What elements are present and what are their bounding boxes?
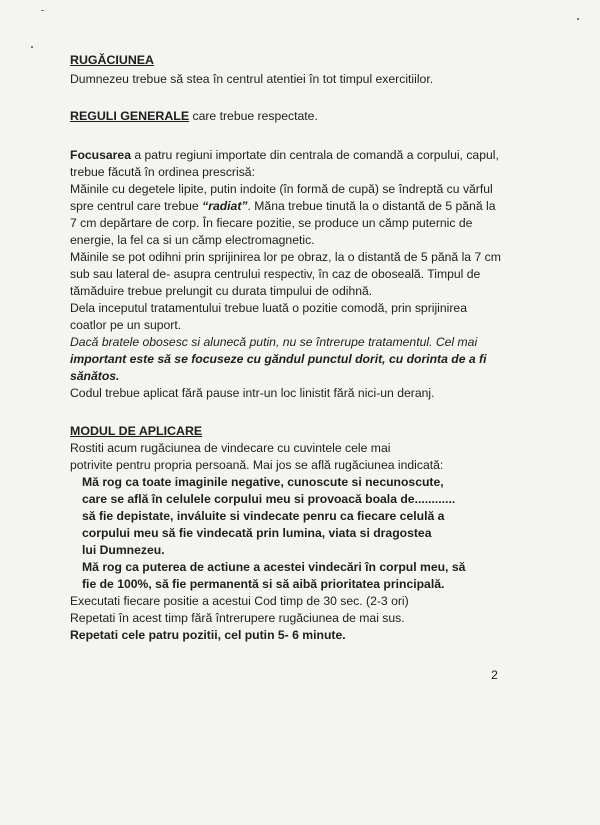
prayer-heading: RUGĂCIUNEA bbox=[70, 53, 154, 67]
focus-line-9: tămăduire trebue prelungit cu durata timpului de odihnă. bbox=[70, 284, 373, 298]
method-heading: MODUL DE APLICARE bbox=[70, 424, 203, 438]
scan-speck bbox=[31, 46, 33, 48]
focus-line-2: trebue făcută în ordinea prescrisă: bbox=[70, 165, 255, 179]
prayer-line-5: lui Dumnezeu. bbox=[82, 543, 165, 557]
rules-line bbox=[70, 108, 318, 124]
method-line-3: Executati fiecare positie a acestui Cod timp de 30 sec. (2-3 ori) bbox=[70, 594, 409, 608]
radiat-emphasis: “radiat” bbox=[202, 199, 248, 213]
focus-line-11: coatlor pe un suport. bbox=[70, 318, 182, 332]
focus-line-3: Măinile cu degetele lipite, putin indoite (în formă de cupă) se îndreptă cu vărful bbox=[70, 182, 493, 196]
method-line-2: potrivite pentru propria persoană. Mai jos se află rugăciunea indicată: bbox=[70, 458, 444, 472]
focus-line-13: important este să se focuseze cu găndul punctul dorit, cu dorinta de a fi bbox=[70, 352, 487, 366]
focus-line-7: Măinile se pot odihni prin sprijinirea lor pe obraz, la o distantă de 5 pănă la 7 cm bbox=[70, 250, 501, 264]
focus-line-10: Dela inceputul tratamentului trebue luată o pozitie comodă, prin sprijinirea bbox=[70, 301, 467, 315]
method-line-4: Repetati în acest timp fără întrerupere rugăciunea de mai sus. bbox=[70, 611, 405, 625]
focus-line-1: Focusarea a patru regiuni importate din centrala de comandă a corpului, capul, bbox=[70, 148, 499, 162]
focus-line-12: Dacă bratele obosesc si alunecă putin, nu se întrerupe tratamentul. Cel mai bbox=[70, 335, 478, 349]
prayer-line-1: Mă rog ca toate imaginile negative, cunoscute si necunoscute, bbox=[82, 475, 444, 489]
scan-speck bbox=[41, 10, 44, 11]
prayer-line-3: să fie depistate, inváluite si vindecate penru ca fiecare celulă a bbox=[82, 509, 445, 523]
rules-heading: REGULI GENERALE bbox=[70, 109, 190, 123]
method-line-5: Repetati cele patru pozitii, cel putin 5- 6 minute. bbox=[70, 628, 346, 642]
prayer-line-2: care se află în celulele corpului meu si provoacă boala de............ bbox=[82, 492, 456, 506]
prayer-line-7: fie de 100%, să fie permanentă si să aibă prioritatea principală. bbox=[82, 577, 445, 591]
prayer-line-4: corpului meu să fie vindecată prin lumina, viata si dragostea bbox=[82, 526, 432, 540]
focus-line-14: sănătos. bbox=[70, 369, 120, 383]
page-number: 2 bbox=[491, 668, 498, 682]
focus-line-8: sub sau lateral de- asupra centrului respectiv, în caz de oboseală. Timpul de bbox=[70, 267, 481, 281]
focus-line-6: energie, la fel ca si un cămp electromagnetic. bbox=[70, 233, 315, 247]
prayer-text: Dumnezeu trebue să stea în centrul atentiei în tot timpul exercitiilor. bbox=[70, 72, 434, 86]
focus-line-5: 7 cm depărtare de corp. În fiecare pozitie, se produce un cămp puternic de bbox=[70, 216, 473, 230]
prayer-line-6: Mă rog ca puterea de actiune a acestei vindecări în corpul meu, să bbox=[82, 560, 466, 574]
focus-term: Focusarea bbox=[70, 148, 131, 162]
focus-line-4: spre centrul care trebue “radiat”. Măna trebue tinută la o distantă de 5 pănă la bbox=[70, 199, 496, 213]
focus-line-15: Codul trebue aplicat fără pause intr-un loc linistit fără nici-un deranj. bbox=[70, 386, 435, 400]
method-line-1: Rostiti acum rugăciunea de vindecare cu cuvintele cele mai bbox=[70, 441, 391, 455]
rules-suffix: care trebue respectate. bbox=[189, 109, 318, 123]
scan-speck bbox=[577, 18, 579, 20]
